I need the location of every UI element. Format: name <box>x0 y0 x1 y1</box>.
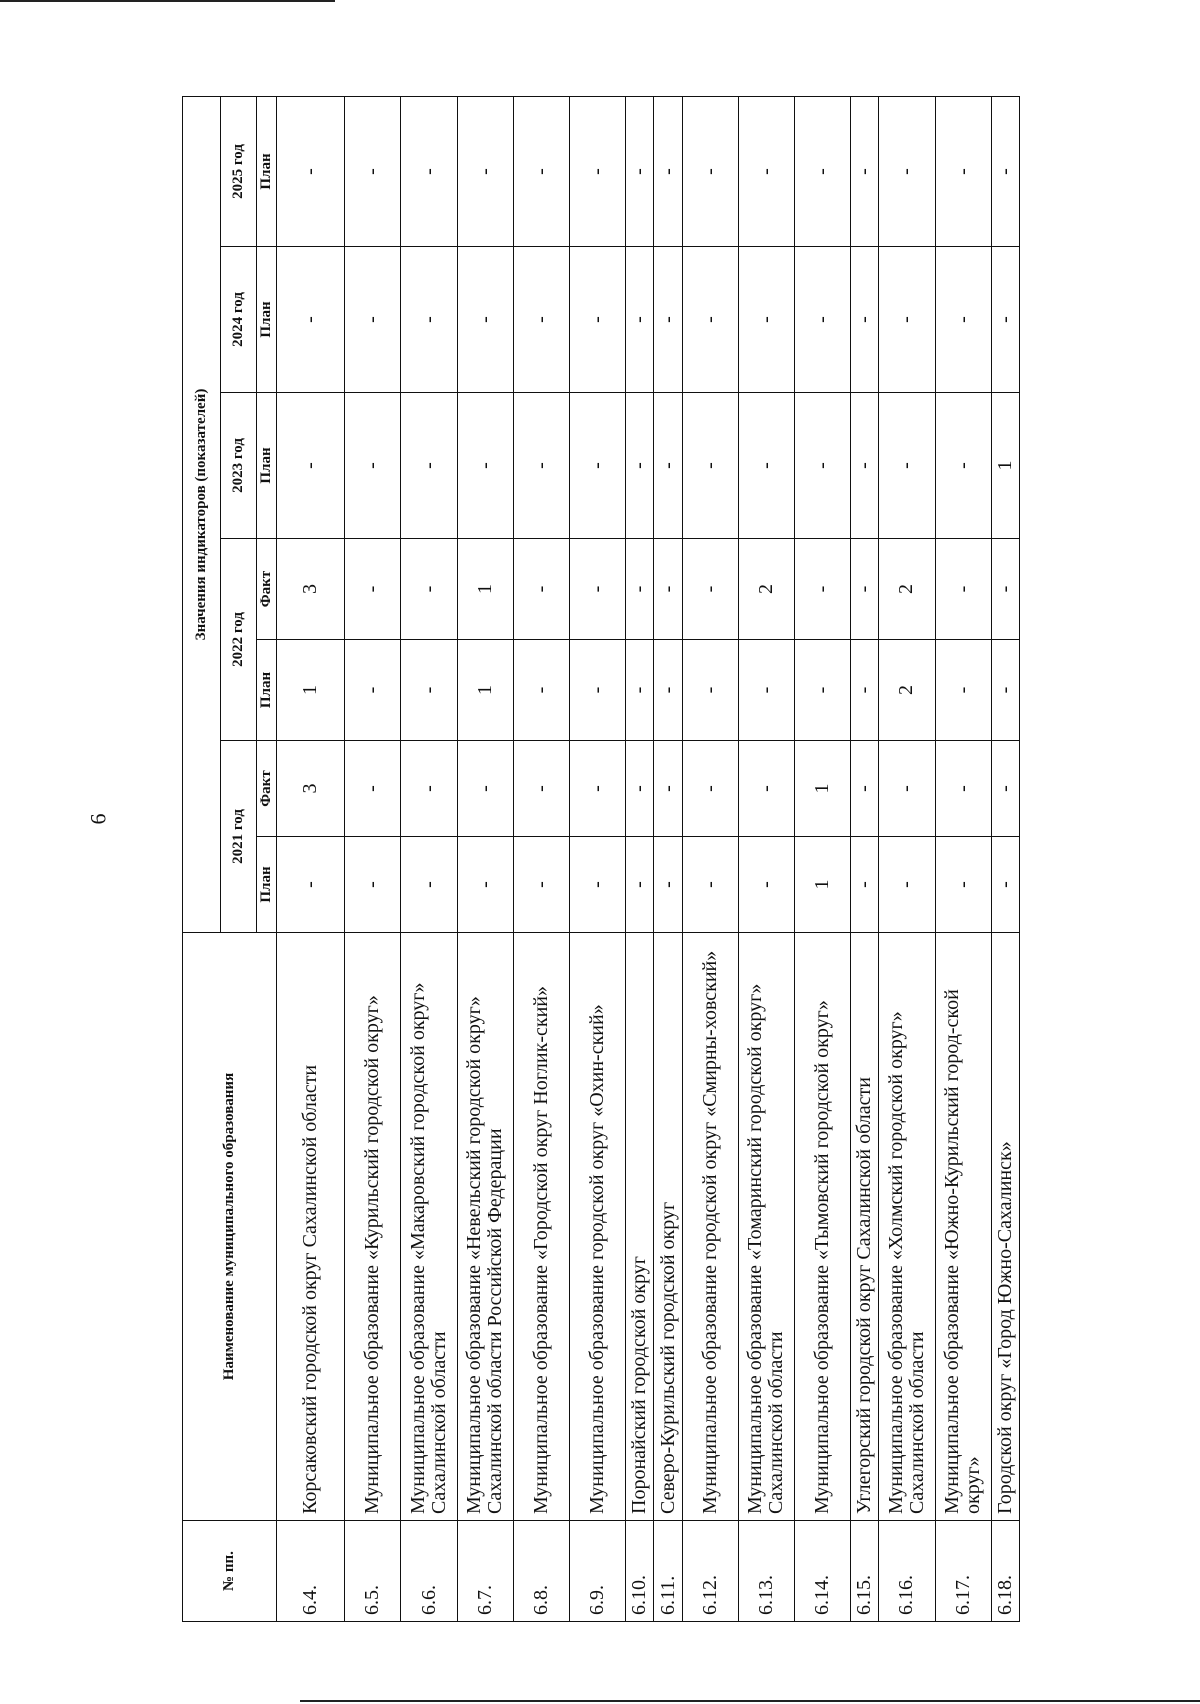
indicator-value: - <box>991 741 1019 837</box>
indicator-value: - <box>345 741 401 837</box>
indicator-value: - <box>457 96 513 246</box>
indicator-value: - <box>654 539 682 640</box>
indicator-value: - <box>570 393 626 539</box>
indicator-value: - <box>935 96 991 246</box>
header-fact: Факт <box>257 539 277 640</box>
table-row <box>935 96 991 1621</box>
indicator-value: - <box>795 539 851 640</box>
indicator-value: - <box>345 539 401 640</box>
table-row <box>654 96 682 1621</box>
indicator-value: - <box>457 393 513 539</box>
indicator-value: - <box>795 393 851 539</box>
municipality-name: Муниципальное образование «Курильский городской округ» <box>345 933 401 1521</box>
indicator-value: - <box>738 741 794 837</box>
municipality-name: Муниципальное образование городской округ «Смирны-ховский» <box>682 933 738 1521</box>
indicator-value: - <box>738 640 794 741</box>
indicator-value: - <box>513 393 569 539</box>
indicator-value: - <box>345 837 401 933</box>
indicator-value: - <box>654 640 682 741</box>
indicator-value: - <box>851 247 879 393</box>
indicator-value: - <box>795 96 851 246</box>
indicator-value: - <box>991 837 1019 933</box>
indicator-value: - <box>401 247 457 393</box>
indicator-value: - <box>457 741 513 837</box>
indicator-value: - <box>513 741 569 837</box>
header-year-2025: 2025 год <box>221 96 257 246</box>
table-row <box>738 96 794 1621</box>
indicator-value: - <box>682 247 738 393</box>
indicator-value: - <box>682 837 738 933</box>
indicator-value: 3 <box>277 539 345 640</box>
indicator-value: - <box>795 247 851 393</box>
indicator-value: 1 <box>277 640 345 741</box>
indicator-value: 1 <box>457 640 513 741</box>
row-number: 6.4. <box>277 1521 345 1622</box>
table-row <box>626 96 654 1621</box>
row-number: 6.12. <box>682 1521 738 1622</box>
header-plan: План <box>257 837 277 933</box>
row-number: 6.8. <box>513 1521 569 1622</box>
header-fact: Факт <box>257 741 277 837</box>
indicator-value: - <box>935 393 991 539</box>
table-row <box>879 96 935 1621</box>
indicator-value: - <box>879 247 935 393</box>
indicator-value: - <box>991 247 1019 393</box>
indicator-value: - <box>401 741 457 837</box>
row-number: 6.16. <box>879 1521 935 1622</box>
table-row <box>570 96 626 1621</box>
indicator-value: - <box>879 393 935 539</box>
header-num: № пп. <box>183 1521 277 1622</box>
indicator-value: - <box>570 539 626 640</box>
table-row <box>682 96 738 1621</box>
header-year-2021: 2021 год <box>221 741 257 933</box>
indicator-value: - <box>851 640 879 741</box>
indicator-value: - <box>654 96 682 246</box>
municipality-name: Муниципальное образование «Невельский городской округ» Сахалинской области Российской Федерации <box>457 933 513 1521</box>
indicator-value: - <box>654 741 682 837</box>
indicator-value: - <box>935 539 991 640</box>
indicator-value: - <box>991 640 1019 741</box>
table-row <box>513 96 569 1621</box>
indicator-value: - <box>345 96 401 246</box>
indicators-table <box>182 96 1020 1622</box>
indicator-value: - <box>879 837 935 933</box>
municipality-name: Муниципальное образование «Южно-Курильский город-ской округ» <box>935 933 991 1521</box>
indicator-value: - <box>277 247 345 393</box>
indicator-value: - <box>626 539 654 640</box>
indicator-value: - <box>738 96 794 246</box>
indicator-value: 3 <box>277 741 345 837</box>
indicator-value: - <box>654 837 682 933</box>
table-row <box>795 96 851 1621</box>
municipality-name: Муниципальное образование «Холмский городской округ» Сахалинской области <box>879 933 935 1521</box>
indicator-value: - <box>457 837 513 933</box>
municipality-name: Муниципальное образование «Городской округ Ноглик-ский» <box>513 933 569 1521</box>
indicator-value: 1 <box>795 837 851 933</box>
indicator-value: - <box>626 640 654 741</box>
municipality-name: Муниципальное образование «Макаровский городской округ» Сахалинской области <box>401 933 457 1521</box>
row-number: 6.11. <box>654 1521 682 1622</box>
indicator-value: - <box>401 393 457 539</box>
top-scan-rule <box>0 0 335 2</box>
table-body <box>277 96 1020 1621</box>
indicator-value: 1 <box>457 539 513 640</box>
indicator-value: 2 <box>879 539 935 640</box>
header-name: Наименование муниципального образования <box>183 933 277 1521</box>
indicator-value: - <box>682 393 738 539</box>
row-number: 6.6. <box>401 1521 457 1622</box>
indicator-value: - <box>738 837 794 933</box>
row-number: 6.5. <box>345 1521 401 1622</box>
indicator-value: - <box>654 393 682 539</box>
indicator-value: - <box>738 247 794 393</box>
indicator-value: - <box>570 247 626 393</box>
municipality-name: Углегорский городской округ Сахалинской области <box>851 933 879 1521</box>
header-plan: План <box>257 393 277 539</box>
indicator-value: - <box>654 247 682 393</box>
indicator-value: - <box>935 837 991 933</box>
indicator-value: - <box>851 96 879 246</box>
indicator-value: - <box>513 96 569 246</box>
indicator-value: - <box>682 640 738 741</box>
indicator-value: - <box>277 837 345 933</box>
bottom-scan-rule <box>300 1700 1200 1702</box>
table-row <box>851 96 879 1621</box>
indicator-value: - <box>513 539 569 640</box>
municipality-name: Муниципальное образование городской округ «Охин-ский» <box>570 933 626 1521</box>
indicator-value: - <box>991 96 1019 246</box>
indicator-value: - <box>513 837 569 933</box>
header-plan: План <box>257 640 277 741</box>
indicator-value: 1 <box>991 393 1019 539</box>
indicator-value: - <box>682 96 738 246</box>
indicator-value: - <box>345 247 401 393</box>
indicator-value: - <box>570 640 626 741</box>
row-number: 6.17. <box>935 1521 991 1622</box>
indicator-value: - <box>935 741 991 837</box>
indicator-value: - <box>570 741 626 837</box>
indicator-value: - <box>277 393 345 539</box>
indicator-value: - <box>991 539 1019 640</box>
row-number: 6.9. <box>570 1521 626 1622</box>
municipality-name: Муниципальное образование «Тымовский городской округ» <box>795 933 851 1521</box>
municipality-name: Корсаковский городской округ Сахалинской области <box>277 933 345 1521</box>
indicator-value: - <box>626 96 654 246</box>
indicator-value: - <box>401 640 457 741</box>
indicator-value: - <box>851 539 879 640</box>
indicator-value: - <box>626 247 654 393</box>
indicator-value: - <box>513 640 569 741</box>
indicator-value: - <box>851 741 879 837</box>
indicator-value: - <box>795 640 851 741</box>
indicator-value: - <box>626 741 654 837</box>
indicator-value: 2 <box>879 640 935 741</box>
header-values: Значения индикаторов (показателей) <box>183 96 221 932</box>
indicator-value: - <box>513 247 569 393</box>
indicator-value: - <box>401 837 457 933</box>
indicator-value: - <box>626 393 654 539</box>
table-row <box>991 96 1019 1621</box>
rotated-table-wrapper <box>182 97 1020 1622</box>
row-number: 6.18. <box>991 1521 1019 1622</box>
row-number: 6.10. <box>626 1521 654 1622</box>
indicator-value: - <box>682 741 738 837</box>
indicator-value: - <box>570 837 626 933</box>
municipality-name: Северо-Курильский городской округ <box>654 933 682 1521</box>
indicator-value: - <box>879 741 935 837</box>
table-row <box>277 96 345 1621</box>
header-year-2022: 2022 год <box>221 539 257 741</box>
indicator-value: - <box>879 96 935 246</box>
row-number: 6.13. <box>738 1521 794 1622</box>
indicator-value: - <box>277 96 345 246</box>
row-number: 6.7. <box>457 1521 513 1622</box>
indicator-value: - <box>851 393 879 539</box>
header-year-2024: 2024 год <box>221 247 257 393</box>
indicator-value: 1 <box>795 741 851 837</box>
municipality-name: Поронайский городской округ <box>626 933 654 1521</box>
indicator-value: - <box>401 539 457 640</box>
page-number: 6 <box>85 813 111 825</box>
indicator-value: - <box>682 539 738 640</box>
header-plan: План <box>257 247 277 393</box>
municipality-name: Муниципальное образование «Томаринский городской округ» Сахалинской области <box>738 933 794 1521</box>
row-number: 6.15. <box>851 1521 879 1622</box>
indicator-value: - <box>457 247 513 393</box>
table-row <box>345 96 401 1621</box>
row-number: 6.14. <box>795 1521 851 1622</box>
table-row <box>401 96 457 1621</box>
indicator-value: - <box>935 247 991 393</box>
indicator-value: - <box>851 837 879 933</box>
header-plan: План <box>257 96 277 246</box>
table-row <box>457 96 513 1621</box>
header-year-2023: 2023 год <box>221 393 257 539</box>
indicator-value: 2 <box>738 539 794 640</box>
indicator-value: - <box>626 837 654 933</box>
indicator-value: - <box>738 393 794 539</box>
indicator-value: - <box>935 640 991 741</box>
indicator-value: - <box>570 96 626 246</box>
indicator-value: - <box>401 96 457 246</box>
municipality-name: Городской округ «Город Южно-Сахалинск» <box>991 933 1019 1521</box>
indicator-value: - <box>345 640 401 741</box>
indicator-value: - <box>345 393 401 539</box>
